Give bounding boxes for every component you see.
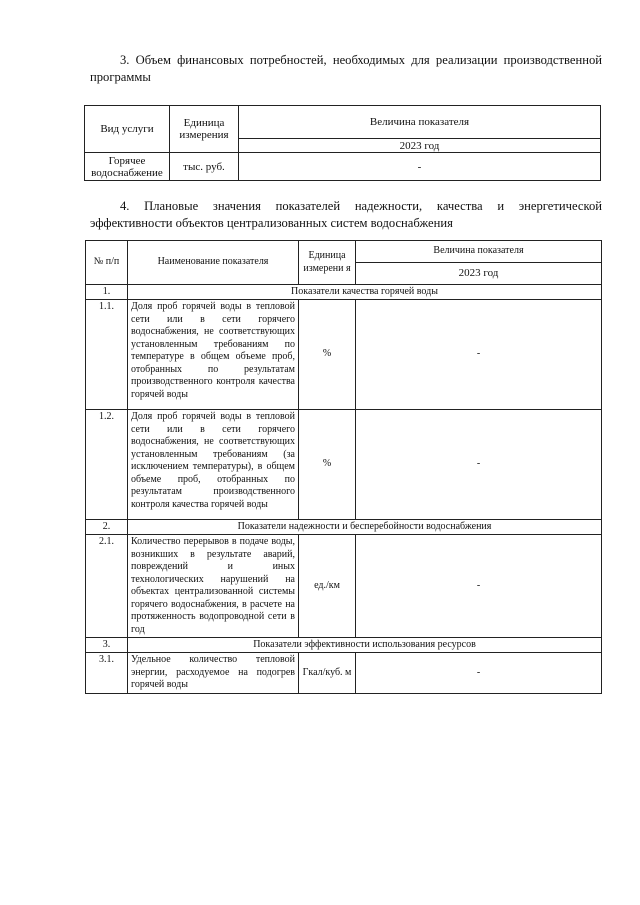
row-unit: тыс. руб. [170, 153, 239, 181]
row-num: 1.2. [86, 410, 128, 520]
indicators-table [85, 240, 602, 694]
row-service: Горячее водоснабжение [85, 153, 170, 181]
row-name: Удельное количество тепловой энергии, расходуемое на подогрев горячей воды [128, 653, 299, 694]
group-title: Показатели качества горячей воды [128, 285, 602, 300]
row-value: - [356, 535, 602, 638]
group-num: 3. [86, 638, 128, 653]
header-name: Наименование показателя [128, 241, 299, 285]
group-num: 2. [86, 520, 128, 535]
header-unit: Единица измерения [170, 106, 239, 153]
row-unit: % [299, 300, 356, 410]
header-value: Величина показателя [356, 241, 602, 263]
group-num: 1. [86, 285, 128, 300]
row-unit: Гкал/куб. м [299, 653, 356, 694]
header-unit: Единица измерени я [299, 241, 356, 285]
group-title: Показатели эффективности использования ресурсов [128, 638, 602, 653]
row-num: 2.1. [86, 535, 128, 638]
row-name: Доля проб горячей воды в тепловой сети или в сети горячего водоснабжения, не соответствующих установленным требованиям по температуре в общем объеме проб, отобранных по результатам производственного контроля качества горячей воды [128, 300, 299, 410]
section-4-heading: 4. Плановые значения показателей надежности, качества и энергетической эффективности объектов централизованных систем водоснабжения [90, 199, 602, 230]
header-year: 2023 год [239, 139, 601, 153]
row-unit: ед./км [299, 535, 356, 638]
row-value: - [356, 653, 602, 694]
row-num: 3.1. [86, 653, 128, 694]
row-value: - [356, 300, 602, 410]
row-value: - [239, 153, 601, 181]
header-service: Вид услуги [85, 106, 170, 153]
financial-needs-table [84, 105, 601, 181]
row-name: Количество перерывов в подаче воды, возникших в результате аварий, повреждений и иных технологических нарушений на объектах централизованной системы горячего водоснабжения, в расчете на протяженность водопроводной сети в год [128, 535, 299, 638]
row-num: 1.1. [86, 300, 128, 410]
row-value: - [356, 410, 602, 520]
header-year: 2023 год [356, 263, 602, 285]
header-num: № п/п [86, 241, 128, 285]
section-3-heading: 3. Объем финансовых потребностей, необходимых для реализации производственной программы [90, 53, 602, 84]
header-value: Величина показателя [239, 106, 601, 139]
group-title: Показатели надежности и бесперебойности водоснабжения [128, 520, 602, 535]
row-name: Доля проб горячей воды в тепловой сети или в сети горячего водоснабжения, не соответствующих установленным требованиям (за исключением температуры), в общем объеме проб, отобранных по результатам производственного контроля качества горячей воды [128, 410, 299, 520]
row-unit: % [299, 410, 356, 520]
